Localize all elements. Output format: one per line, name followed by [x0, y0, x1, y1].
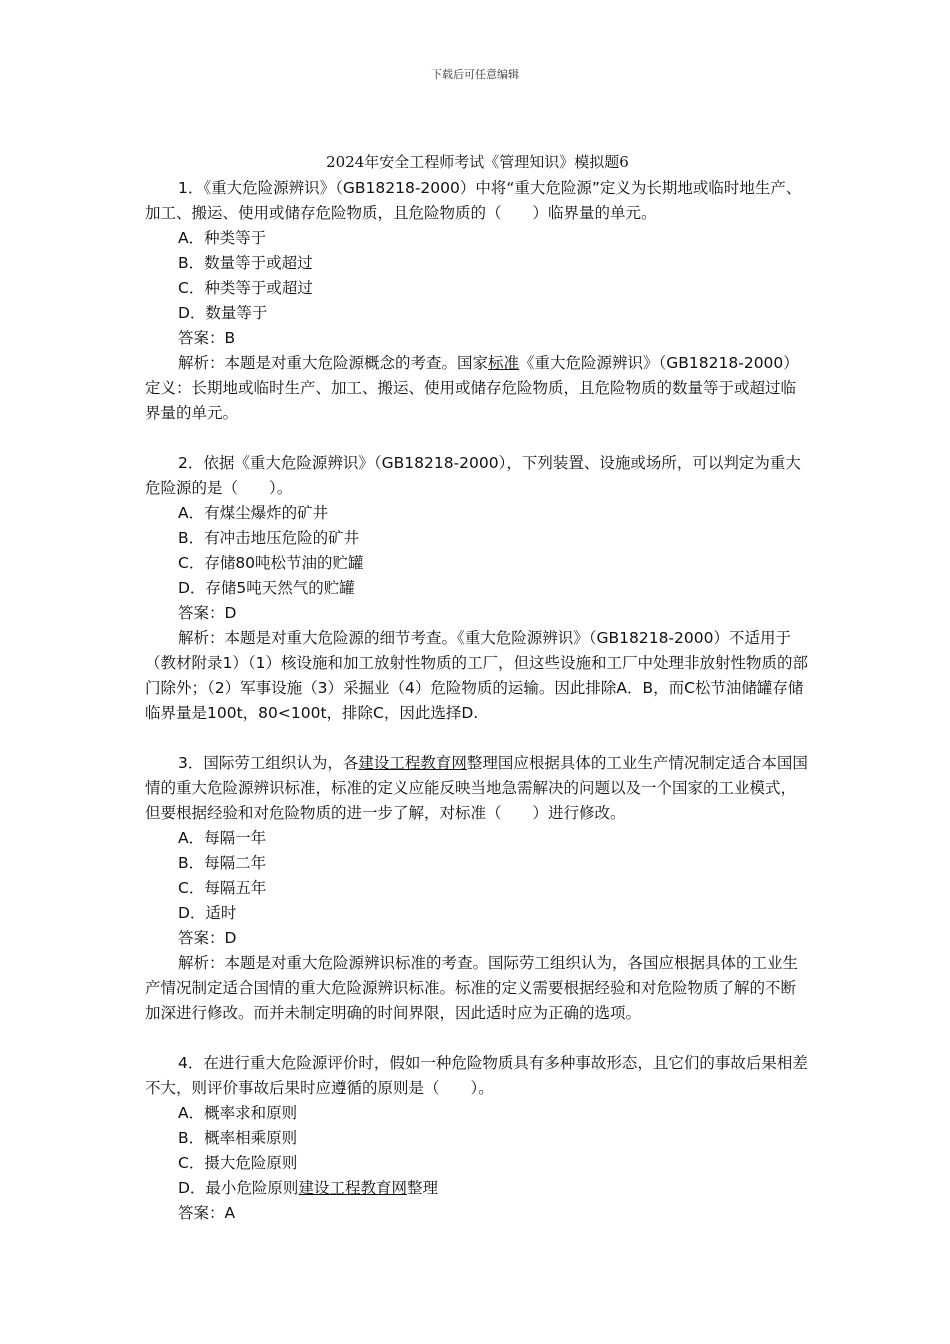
- question-4-option-b: B．概率相乘原则: [178, 1129, 298, 1147]
- question-3-answer: 答案：D: [178, 929, 237, 947]
- question-4: [145, 1051, 810, 1226]
- question-3-option-d: D．适时: [178, 904, 237, 922]
- question-2-stem: 2．依据《重大危险源辨识》（GB18218-2000），下列装置、设施或场所，可以判定为重大危险源的是（ ）。: [145, 454, 801, 497]
- question-1-option-b: B．数量等于或超过: [178, 254, 313, 272]
- question-4-stem: 4．在进行重大危险源评价时，假如一种危险物质具有多种事故形态，且它们的事故后果相差不大，则评价事故后果时应遵循的原则是（ ）。: [145, 1054, 808, 1097]
- question-3-option-a: A．每隔一年: [178, 829, 267, 847]
- standard-link[interactable]: 标准: [488, 354, 520, 372]
- question-4-answer: 答案：A: [178, 1204, 236, 1222]
- jianshe-link[interactable]: 建设工程教育网: [358, 754, 467, 772]
- question-1-option-a: A．种类等于: [178, 229, 267, 247]
- question-3-stem: [145, 751, 810, 826]
- option-text: D．最小危险原则: [178, 1179, 299, 1197]
- question-3-option-c: C．每隔五年: [178, 879, 267, 897]
- question-1-option-c: C．种类等于或超过: [178, 279, 313, 297]
- stem-text: 整理国应根据具体的工业生产情况制定适合本国国情的重大危险源辨识标准，标准的定义应能反映当地急需解决的问题以及一个国家的工业模式，但要根据经验和对危险物质的进一步了解，对标准（ ）进行修改。: [145, 754, 808, 822]
- question-1: [145, 176, 810, 426]
- question-4-option-c: C．摄大危险原则: [178, 1154, 298, 1172]
- question-2-answer: 答案：D: [178, 604, 237, 622]
- question-1-stem: 1．《重大危险源辨识》（GB18218-2000）中将“重大危险源”定义为长期地或临时地生产、加工、搬运、使用或储存危险物质，且危险物质的（ ）临界量的单元。: [145, 179, 802, 222]
- document-body: [145, 150, 810, 1226]
- question-1-option-d: D．数量等于: [178, 304, 268, 322]
- question-1-analysis: [145, 351, 810, 426]
- page-header: 下载后可任意编辑: [431, 68, 519, 81]
- option-text: 整理: [406, 1179, 438, 1197]
- question-3-analysis: 解析：本题是对重大危险源辨识标准的考查。国际劳工组织认为，各国应根据具体的工业生产情况制定适合国情的重大危险源辨识标准。标准的定义需要根据经验和对危险物质了解的不断加深进行修改。而并未制定明确的时间界限，因此适时应为正确的选项。: [145, 954, 799, 1022]
- question-4-option-a: A．概率求和原则: [178, 1104, 298, 1122]
- question-2: [145, 451, 810, 726]
- jianshe-link[interactable]: 建设工程教育网: [298, 1179, 407, 1197]
- document-title: 2024年安全工程师考试《管理知识》模拟题6: [326, 153, 629, 171]
- question-2-option-a: A．有煤尘爆炸的矿井: [178, 504, 329, 522]
- analysis-text: 《重大危险源辨识》（GB18218-2000）定义：长期地或临时生产、加工、搬运、使用或储存危险物质，且危险物质的数量等于或超过临界量的单元。: [145, 354, 799, 422]
- question-4-option-d: [145, 1176, 810, 1201]
- question-2-analysis: 解析：本题是对重大危险源的细节考查。《重大危险源辨识》（GB18218-2000）不适用于（教材附录1）（1）核设施和加工放射性物质的工厂，但这些设施和工厂中处理非放射性物质的部门除外；（2）军事设施（3）采掘业（4）危险物质的运输。因此排除A．B，而C松节油储罐存储临界量是100t，80<100t，排除C，因此选择D.: [145, 629, 808, 722]
- question-3: [145, 751, 810, 1026]
- question-1-answer: 答案：B: [178, 329, 236, 347]
- question-2-option-b: B．有冲击地压危险的矿井: [178, 529, 360, 547]
- question-2-option-c: C．存储80吨松节油的贮罐: [178, 554, 364, 572]
- question-2-option-d: D．存储5吨天然气的贮罐: [178, 579, 355, 597]
- analysis-text: 解析：本题是对重大危险源概念的考查。国家: [178, 354, 489, 372]
- stem-text: 3．国际劳工组织认为，各: [178, 754, 359, 772]
- question-3-option-b: B．每隔二年: [178, 854, 267, 872]
